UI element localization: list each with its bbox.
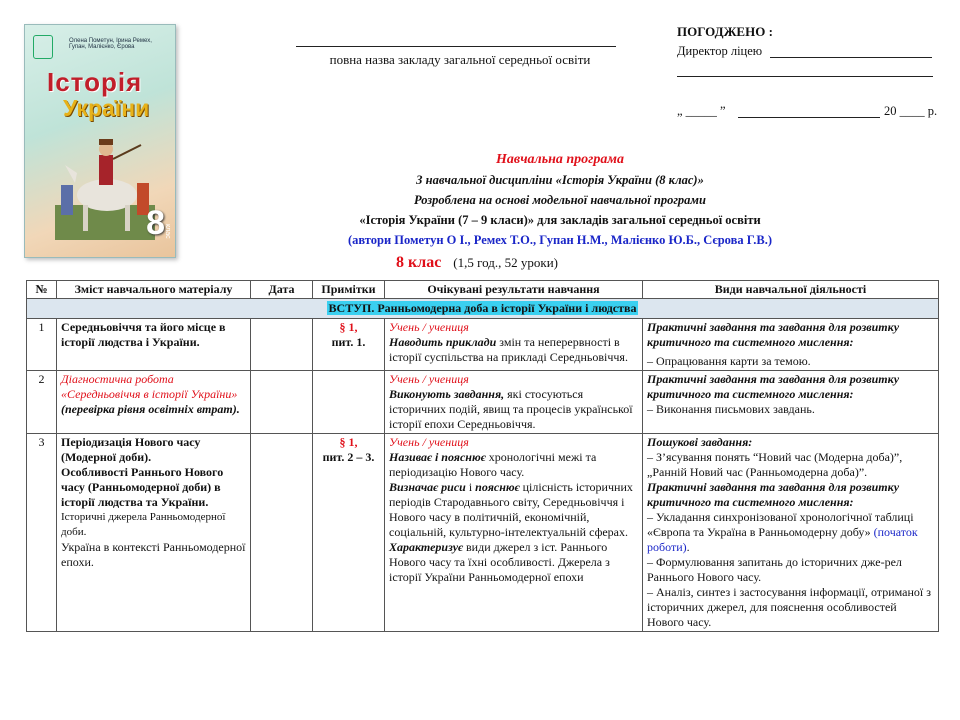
content-periodization: Періодизація Нового часу (Модерної доби). — [61, 435, 201, 464]
result-connector: і — [465, 480, 476, 494]
result-verb: Характеризує — [389, 540, 464, 554]
col-header-date: Дата — [251, 281, 313, 299]
activity-item: ‒ Формулювання запитань до історичних дже-рел Раннього Нового часу. — [647, 555, 902, 584]
activity-heading: Практичні завдання та завдання для розвитку критичного та системного мислення: — [647, 320, 900, 349]
activity-end: . — [686, 540, 690, 554]
program-title: Навчальна програма — [496, 152, 624, 167]
section-title: ВСТУП. Ранньомодерна доба в історії України і людства — [328, 301, 637, 315]
content-sources: Історичні джерела Ранньомодерної доби. — [61, 511, 226, 538]
program-grade: 8 клас — [396, 254, 442, 271]
row-content — [57, 434, 251, 632]
row-date — [251, 371, 313, 434]
row-results — [385, 434, 643, 632]
result-verb: Визначає риси — [389, 480, 466, 494]
note-page: пит. 1. — [331, 335, 366, 349]
publisher-logo — [33, 35, 53, 59]
result-verb: Називає і пояснює — [389, 450, 486, 464]
row-num: 3 — [27, 434, 57, 632]
row-date — [251, 434, 313, 632]
result-role: Учень / учениця — [389, 435, 469, 449]
result-text: змін та неперервності в історії суспільства на прикладі Середньовіччя. — [389, 335, 628, 364]
result-role: Учень / учениця — [389, 320, 469, 334]
table-row — [27, 371, 939, 434]
approval-title: ПОГОДЖЕНО : — [677, 24, 773, 39]
row-num: 2 — [27, 371, 57, 434]
diagnostic-title: Діагностична робота «Середньовіччя в історії України» — [61, 372, 238, 401]
row-results — [385, 371, 643, 434]
program-subject: З навчальної дисципліни «Історія України (8 клас)» — [416, 173, 704, 187]
director-signature-line — [770, 57, 932, 58]
activity-link: (початок роботи) — [647, 525, 918, 554]
activity-item: – Укладання синхронізованої хронологічної таблиці «Європа та Україна в Ранньомодерну добу» — [647, 510, 914, 539]
row-content — [57, 371, 251, 434]
search-tasks-heading: Пошукові завдання: — [647, 435, 753, 449]
col-header-results: Очікувані результати навчання — [385, 281, 643, 299]
director-name-line — [677, 76, 933, 77]
cover-authors: Олена Пометун, Ірина Ремех, Гупан, Малієнко, Єрова — [69, 38, 152, 50]
row-notes — [313, 434, 385, 632]
result-verb: Наводить приклади — [389, 335, 497, 349]
activity-heading: Практичні завдання та завдання для розвитку критичного та системного мислення: — [647, 480, 900, 509]
col-header-num: № — [27, 281, 57, 299]
row-activities — [643, 319, 939, 371]
result-text: хронологічні межі та періодизацію Нового часу. — [389, 450, 597, 479]
director-label: Директор ліцею — [677, 44, 763, 58]
note-ref: § 1, — [339, 435, 358, 449]
table-row — [27, 319, 939, 371]
approval-date-line — [738, 117, 880, 118]
note-page: пит. 2 – 3. — [322, 450, 375, 464]
content-features: Особливості Раннього Нового часу (Ранньомодерної доби) в історії людства та України. — [61, 465, 224, 509]
program-model: «Історія України (7 – 9 класи)» для закладів загальної середньої освіти — [359, 213, 761, 227]
result-text: цілісність історичних періодів Стародавнього світу, Середньовіччя і Нового часу в політичній, економічній, соціальній, культурно-інтелектуальній сферах. — [389, 480, 633, 539]
result-verb: пояснює — [475, 480, 520, 494]
row-content: Середньовіччя та його місце в історії людства і України. — [57, 319, 251, 371]
row-activities — [643, 371, 939, 434]
note-ref: § 1, — [339, 320, 358, 334]
institution-caption: повна назва закладу загальної середньої освіти — [329, 52, 591, 67]
textbook-cover — [24, 24, 176, 258]
program-basis: Розроблена на основі модельної навчальної програми — [414, 193, 706, 207]
row-activities — [643, 434, 939, 632]
row-notes — [313, 371, 385, 434]
activity-item: – Аналіз, синтез і застосування інформації, отриманої з історичних джерел, для пояснення особливостей Нового часу. — [647, 585, 931, 629]
approval-block — [677, 24, 773, 40]
col-header-notes: Примітки — [313, 281, 385, 299]
col-header-activities: Види навчальної діяльності — [643, 281, 939, 299]
result-text: види джерел з іст. Раннього Нового часу та їхні особливості. Джерела з історії України Ранньомодерної епохи — [389, 540, 610, 584]
result-role: Учень / учениця — [389, 372, 469, 386]
program-hours: (1,5 год., 52 уроки) — [453, 255, 558, 270]
approval-date-prefix: „ _____ ” — [677, 104, 726, 118]
result-verb: Виконують завдання, — [389, 387, 505, 401]
approval-year: 20 ____ р. — [884, 104, 938, 118]
program-grade-line — [396, 254, 558, 272]
activity-item: – Виконання письмових завдань. — [647, 402, 815, 416]
activity-item: ‒ Опрацювання карти за темою. — [647, 354, 811, 368]
table-row — [27, 434, 939, 632]
program-authors: (автори Пометун О І., Ремех Т.О., Гупан Н.М., Малієнко Ю.Б., Сєрова Г.В.) — [347, 233, 773, 247]
cover-grade-sub: клас — [164, 224, 171, 239]
col-header-content: Зміст навчального матеріалу — [57, 281, 251, 299]
row-date — [251, 319, 313, 371]
horseman-illustration — [55, 125, 155, 240]
curriculum-table — [26, 280, 939, 632]
activity-item: – З’ясування понять “Новий час (Модерна доба)”, „Ранній Новий час (Ранньомодерна доба)”. — [647, 450, 903, 479]
content-context: Україна в контексті Ранньомодерної епохи. — [61, 540, 246, 569]
activity-heading: Практичні завдання та завдання для розвитку критичного та системного мислення: — [647, 372, 900, 401]
table-header-row — [27, 281, 939, 299]
section-row — [27, 299, 939, 319]
row-results — [385, 319, 643, 371]
institution-line — [296, 46, 616, 47]
cover-title-line2: України — [63, 95, 150, 121]
result-text: які стосуються історичних подій, явищ та процесів української історії епохи Середньовіччя. — [389, 387, 633, 431]
diagnostic-note: (перевірка рівня освітніх втрат). — [61, 402, 240, 416]
cover-title-line1: Історія — [47, 67, 143, 97]
row-notes — [313, 319, 385, 371]
row-num: 1 — [27, 319, 57, 371]
cover-grade: 8 — [146, 204, 165, 242]
